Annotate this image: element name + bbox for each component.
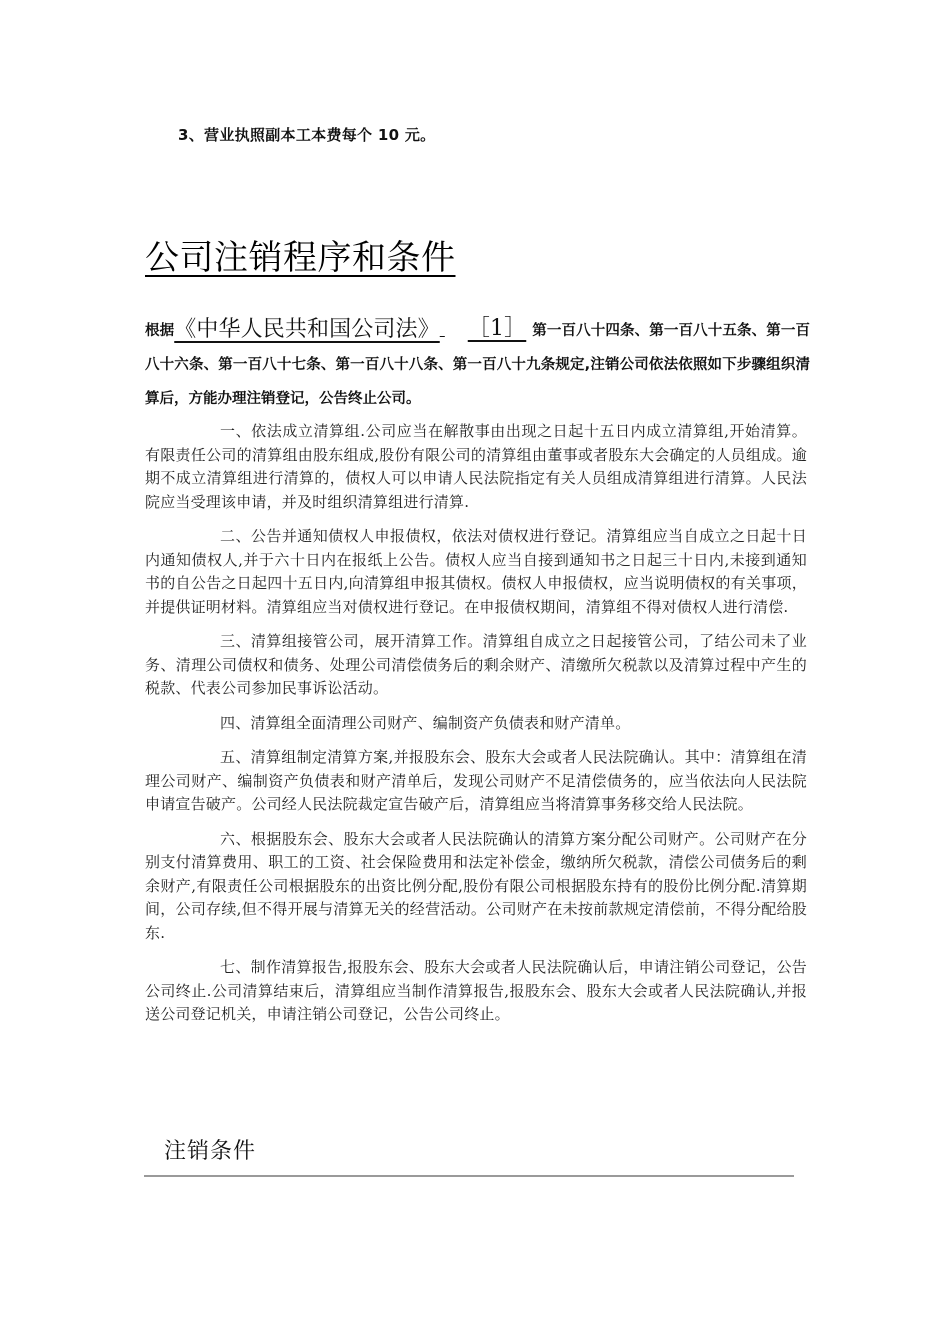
intro-rest: 第一百八十四条、第一百八十五条、第一百八十六条、第一百八十七条、第一百八十八条、第一百八十九条规定,注销公司依法依照如下步骤组织清算后，方能办理注销登记，公告终止公司。	[145, 323, 810, 407]
step-paragraph: 四、清算组全面清理公司财产、编制资产负债表和财产清单。	[220, 713, 631, 732]
intro-prefix: 根据	[145, 323, 175, 339]
intro-paragraph	[145, 312, 810, 416]
section-divider	[144, 1175, 794, 1177]
step-paragraph: 五、清算组制定清算方案,并报股东会、股东大会或者人民法院确认。其中：清算组在清理公司财产、编制资产负债表和财产清单后，发现公司财产不足清偿债务的，应当依法向人民法院申请宣告破产。公司经人民法院裁定宣告破产后，清算组应当将清算事务移交给人民法院。	[145, 748, 807, 813]
fee-note: 3、营业执照副本工本费每个 10 元。	[178, 126, 436, 144]
section-heading: 注销条件	[164, 1139, 257, 1164]
step-paragraph: 一、依法成立清算组.公司应当在解散事由出现之日起十五日内成立清算组,开始清算。有限责任公司的清算组由股东组成,股份有限公司的清算组由董事或者股东大会确定的人员组成。逾期不成立清算组进行清算的，债权人可以申请人民法院指定有关人员组成清算组进行清算。人民法院应当受理该申请，并及时组织清算组进行清算.	[145, 422, 807, 511]
procedure-steps	[145, 420, 807, 1038]
underline-gap	[440, 314, 468, 348]
page-title: 公司注销程序和条件	[145, 238, 456, 278]
step-paragraph: 三、清算组接管公司，展开清算工作。清算组自成立之日起接管公司，了结公司未了业务、清理公司债权和债务、处理公司清偿债务后的剩余财产、清缴所欠税款以及清算过程中产生的税款、代表公司参加民事诉讼活动。	[145, 632, 807, 697]
step-paragraph: 七、制作清算报告,报股东会、股东大会或者人民法院确认后，申请注销公司登记，公告公司终止.公司清算结束后，清算组应当制作清算报告,报股东会、股东大会或者人民法院确认,并报送公司登记机关，申请注销公司登记，公告公司终止。	[145, 958, 807, 1023]
law-name: 《中华人民共和国公司法》	[174, 317, 440, 342]
reference-link[interactable]: ［1］	[467, 316, 527, 341]
step-paragraph: 二、公告并通知债权人申报债权，依法对债权进行登记。清算组应当自成立之日起十日内通知债权人,并于六十日内在报纸上公告。债权人应当自接到通知书之日起三十日内,未接到通知书的自公告之日起四十五日内,向清算组申报其债权。债权人申报债权，应当说明债权的有关事项，并提供证明材料。清算组应当对债权进行登记。在申报债权期间，清算组不得对债权人进行清偿.	[145, 527, 807, 616]
step-paragraph: 六、根据股东会、股东大会或者人民法院确认的清算方案分配公司财产。公司财产在分别支付清算费用、职工的工资、社会保险费用和法定补偿金，缴纳所欠税款，清偿公司债务后的剩余财产,有限责任公司根据股东的出资比例分配,股份有限公司根据股东持有的股份比例分配.清算期间，公司存续,但不得开展与清算无关的经营活动。公司财产在未按前款规定清偿前，不得分配给股东.	[145, 829, 807, 942]
